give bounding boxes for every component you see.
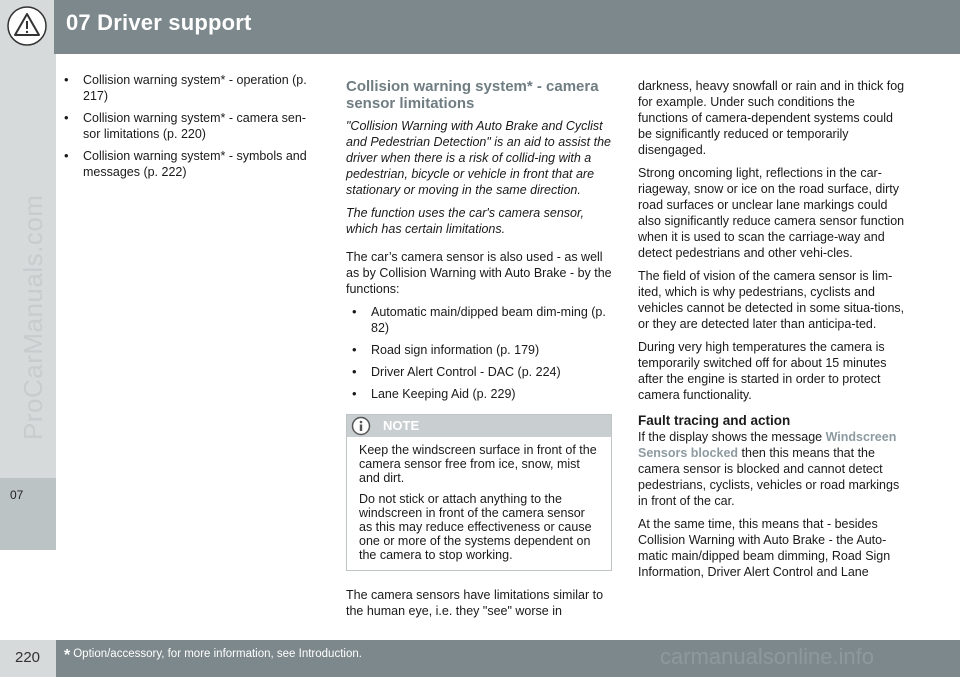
footer-note	[64, 647, 362, 665]
page-header	[0, 0, 960, 54]
note-box	[346, 414, 612, 571]
footer-watermark: carmanualsonline.info	[660, 644, 875, 669]
intro-text: "Collision Warning with Auto Brake and Cyclist and Pedestrian Detection" is an aid to assist the driver when there is a risk of collid-ing with a pedestrian, bicycle or vehicle in front that are stationary or moving in the same direction.	[346, 119, 612, 197]
chapter-tab	[0, 478, 56, 550]
note-label: NOTE	[383, 418, 420, 433]
warning-icon-box	[0, 0, 54, 54]
functions-list	[346, 304, 612, 402]
side-watermark: ProCarManuals.com	[18, 194, 48, 440]
related-links-list	[58, 72, 316, 180]
paragraph: The car’s camera sensor is also used - as well as by Collision Warning with Auto Brake - by the functions:	[346, 250, 612, 296]
column-3	[638, 78, 908, 587]
intro-text: The function uses the car's camera sensor, which has certain limitations.	[346, 206, 584, 236]
page-footer	[0, 640, 960, 677]
list-item[interactable]: • Lane Keeping Aid (p. 229)	[346, 386, 612, 402]
chapter-tab-label: 07	[10, 488, 24, 502]
subsection-heading: Fault tracing and action	[638, 413, 791, 428]
list-item[interactable]: • Road sign information (p. 179)	[346, 342, 612, 358]
paragraph-lead: If the display shows the message	[638, 430, 823, 444]
list-item[interactable]: • Driver Alert Control - DAC (p. 224)	[346, 364, 612, 380]
info-icon	[350, 416, 372, 436]
list-item[interactable]: • Collision warning system* - operation (p. 217)	[58, 72, 316, 104]
paragraph	[638, 429, 908, 509]
note-body	[347, 437, 611, 570]
warning-triangle-icon	[6, 5, 48, 47]
note-text: Keep the windscreen surface in front of the camera sensor free from ice, snow, mist and dirt.	[359, 443, 597, 485]
note-text: Do not stick or attach anything to the windscreen in front of the camera sensor as this may reduce effectiveness or cause one or more of the systems dependent on the camera to stop working.	[359, 492, 592, 562]
paragraph: The field of vision of the camera sensor is lim-ited, which is why pedestrians, cyclists and vehicles cannot be detected in some situa-tions, or they are detected later than anticipa-ted.	[638, 269, 905, 331]
chapter-title: 07 Driver support	[66, 10, 252, 35]
paragraph: darkness, heavy snowfall or rain and in thick fog for example. Under such conditions the functions of camera-dependent systems could be significantly reduced or temporarily disengaged.	[638, 79, 905, 157]
asterisk: *	[64, 647, 71, 664]
list-item[interactable]: • Collision warning system* - camera sen-sor limitations (p. 220)	[58, 110, 316, 142]
column-1	[58, 72, 316, 186]
section-heading: Collision warning system* - camera sensor limitations	[346, 78, 599, 112]
page-number-box	[0, 640, 56, 677]
paragraph-tail: then this means that the camera sensor is blocked and cannot detect pedestrians, cyclists, vehicles or road markings in front of the car.	[638, 446, 900, 508]
list-item[interactable]: • Automatic main/dipped beam dim-ming (p. 82)	[346, 304, 612, 336]
column-2	[346, 78, 612, 626]
paragraph: At the same time, this means that - besides Collision Warning with Auto Brake - the Auto-matic main/dipped beam dimming, Road Sign Information, Driver Alert Control and Lane	[638, 517, 891, 579]
paragraph: Strong oncoming light, reflections in the car-riageway, snow or ice on the road surface, dirty road surfaces or unclear lane markings could also significantly reduce camera sensor function when it is used to scan the carriage-way and detect pedestrians and other vehi-cles.	[638, 166, 905, 260]
footer-note-text: Option/accessory, for more information, see Introduction.	[73, 648, 362, 660]
paragraph: During very high temperatures the camera is temporarily switched off for about 15 minutes after the engine is started in order to protect camera functionality.	[638, 340, 887, 402]
display-message: Windscreen Sensors blocked	[638, 430, 897, 460]
page-number: 220	[15, 649, 41, 666]
note-header	[347, 415, 611, 437]
paragraph: The camera sensors have limitations similar to the human eye, i.e. they "see" worse in	[346, 588, 604, 618]
list-item[interactable]: • Collision warning system* - symbols and messages (p. 222)	[58, 148, 316, 180]
